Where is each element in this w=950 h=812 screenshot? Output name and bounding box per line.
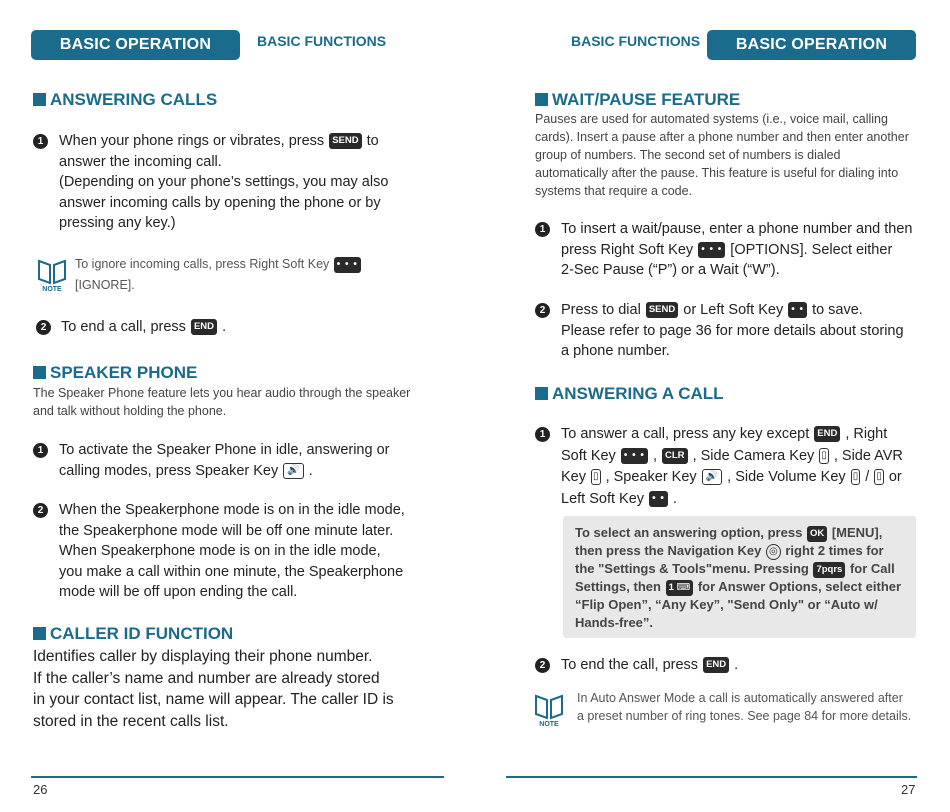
send-key-icon: SEND <box>646 302 678 318</box>
answer-option-box: To select an answering option, press OK [MENU], then press the Navigation Key ◎ right 2 times for the "Settings & Tools"menu. Pressing 7pqrs for Call Settings, then 1 ⌨ for Answer Options, select either “Flip Open”, “Any Key”, "Send Only" or “Auto w/ Hands-free”. <box>563 516 916 638</box>
header-basic-functions: BASIC FUNCTIONS <box>571 33 701 49</box>
section-title-caller-id: CALLER ID FUNCTION <box>33 624 233 644</box>
send-key-icon: SEND <box>329 133 361 149</box>
svg-text:NOTE: NOTE <box>539 721 559 728</box>
step-1-bullet: 1 <box>535 427 550 442</box>
speaker-step-1: To activate the Speaker Phone in idle, answering or calling modes, press Speaker Key 🔊 . <box>59 442 390 479</box>
side-camera-key-icon: ▯ <box>819 448 829 464</box>
wait-step-2: Press to dial SEND or Left Soft Key • • to save. Please refer to page 36 for more details about storing a phone number. <box>561 302 904 359</box>
end-key-icon: END <box>703 657 729 673</box>
speaker-key-icon: 🔊 <box>702 469 722 485</box>
header-basic-operation: BASIC OPERATION <box>707 30 916 60</box>
square-icon <box>33 627 46 640</box>
square-icon <box>535 387 548 400</box>
step-1-bullet: 1 <box>33 443 48 458</box>
step-2-bullet: 2 <box>36 320 51 335</box>
ok-key-icon: OK <box>807 526 827 542</box>
clr-key-icon: CLR <box>662 448 688 464</box>
section-title-answering-calls: ANSWERING CALLS <box>33 90 217 110</box>
seven-key-icon: 7pqrs <box>813 562 845 578</box>
end-key-icon: END <box>814 426 840 442</box>
speaker-phone-description: The Speaker Phone feature lets you hear audio through the speaker and talk without holding the phone. <box>33 386 411 418</box>
section-title-speaker-phone: SPEAKER PHONE <box>33 363 197 383</box>
step-2-bullet: 2 <box>535 303 550 318</box>
step-2-bullet: 2 <box>535 658 550 673</box>
note-ignore: To ignore incoming calls, press Right Soft Key • • • [IGNORE]. <box>75 254 405 296</box>
header-basic-functions: BASIC FUNCTIONS <box>257 33 387 49</box>
speaker-key-icon: 🔊 <box>283 463 303 479</box>
step-2-bullet: 2 <box>33 503 48 518</box>
note-icon <box>36 257 68 293</box>
note-auto-answer: In Auto Answer Mode a call is automatically answered after a preset number of ring tones. See page 84 for more details. <box>577 691 912 723</box>
volume-down-key-icon: ▯ <box>874 469 884 485</box>
section-title-answering-a-call: ANSWERING A CALL <box>535 384 724 404</box>
right-page <box>475 0 950 812</box>
volume-up-key-icon: ▯ <box>851 469 861 485</box>
right-soft-key-icon: • • • <box>621 448 648 464</box>
left-soft-key-icon: • • <box>788 302 807 318</box>
step-1-bullet: 1 <box>535 222 550 237</box>
right-soft-key-icon: • • • <box>698 242 725 258</box>
note-icon <box>533 692 565 728</box>
square-icon <box>33 366 46 379</box>
footer-rule <box>506 776 917 778</box>
navigation-key-icon: ◎ <box>766 544 781 560</box>
left-soft-key-icon: • • <box>649 491 668 507</box>
footer-rule <box>31 776 444 778</box>
caller-id-description: Identifies caller by displaying their phone number. If the caller’s name and number are already stored in your contact list, name will appear. The caller ID is stored in the recent calls list. <box>33 648 394 730</box>
square-icon <box>33 93 46 106</box>
page-number: 26 <box>33 782 48 797</box>
square-icon <box>535 93 548 106</box>
step-1-bullet: 1 <box>33 134 48 149</box>
page-number: 27 <box>901 782 916 797</box>
speaker-step-2: When the Speakerphone mode is on in the idle mode, the Speakerphone mode will be off one minute later. When Speakerphone mode is on in the idle mode, you make a call within one minute, the Speakerphone mode will be off upon ending the call. <box>59 502 405 600</box>
end-key-icon: END <box>191 319 217 335</box>
svg-text:NOTE: NOTE <box>42 286 62 293</box>
right-soft-key-icon: • • • <box>334 257 361 273</box>
side-avr-key-icon: ▯ <box>591 469 601 485</box>
answering-step-1: When your phone rings or vibrates, press SEND to answer the incoming call. (Depending on your phone’s settings, you may also answer incoming calls by opening the phone or by pressing any key.) <box>59 133 389 231</box>
one-key-icon: 1 ⌨ <box>666 580 694 596</box>
answering-step-2: To end a call, press END . <box>61 319 227 335</box>
answer-step-2: To end the call, press END . <box>561 657 739 673</box>
section-title-wait-pause: WAIT/PAUSE FEATURE <box>535 90 740 110</box>
header-basic-operation: BASIC OPERATION <box>31 30 240 60</box>
answer-step-1: To answer a call, press any key except END , Right Soft Key • • • , CLR , Side Camera Key ▯ , Side AVR Key ▯ , Speaker Key 🔊 , Side Volume Key ▯ / ▯ or Left Soft Key • • . <box>561 426 903 507</box>
wait-pause-description: Pauses are used for automated systems (i.e., voice mail, calling cards). Insert a pause after a phone number and then enter another group of numbers. The second set of numbers is dialed automatically after the pause. This feature is useful for dialing into systems that require a code. <box>535 112 909 198</box>
wait-step-1: To insert a wait/pause, enter a phone number and then press Right Soft Key • • • [OPTIONS]. Select either 2-Sec Pause (“P”) or a Wait (“W”). <box>561 221 913 278</box>
